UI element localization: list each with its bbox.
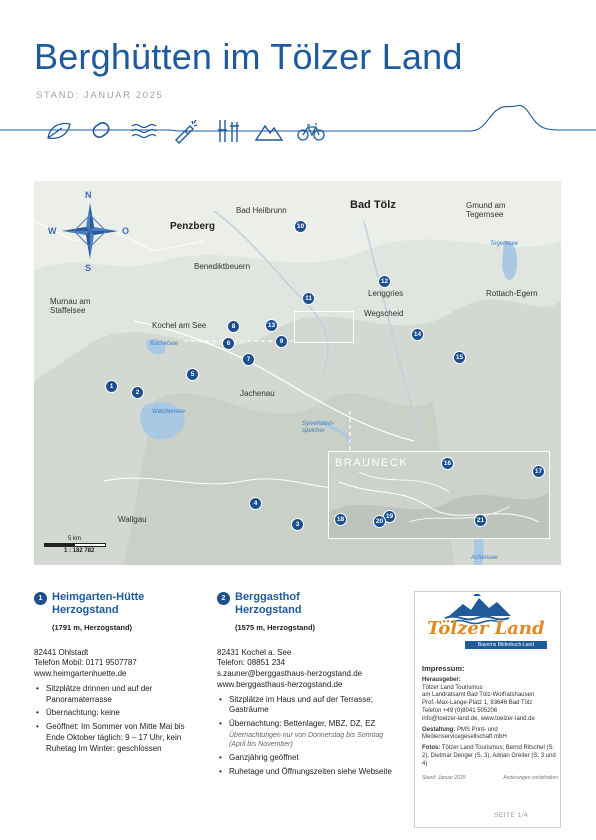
feature-item: • Sitzplätze im Haus und auf der Terrasse; Gasträume — [217, 695, 397, 717]
hut-marker-3[interactable]: 3 — [291, 518, 304, 531]
publisher-label: Herausgeber: — [422, 676, 461, 683]
hut-address: 82441 Ohlstadt — [34, 647, 89, 657]
place-murnau: Murnau am Staffelsee — [50, 297, 91, 316]
compass-east: O — [122, 226, 130, 236]
hut-marker-13[interactable]: 13 — [265, 319, 278, 332]
inset-detail-frame — [294, 311, 354, 343]
hut-altitude: (1575 m, Herzogstand) — [235, 623, 316, 633]
feature-item: • Sitzplätze drinnen und auf der Panoramaterrasse — [34, 684, 204, 706]
impressum-text — [422, 664, 558, 781]
hut-website-link[interactable]: www.heimgartenhuette.de — [34, 669, 127, 679]
water-tegernsee: Tegernsee — [490, 241, 519, 247]
overnight-note: Übernachtungen nur von Donnerstag bis Sonntag (April bis November) — [229, 732, 384, 749]
hut-marker-8[interactable]: 8 — [227, 320, 240, 333]
hut-marker-12[interactable]: 12 — [378, 275, 391, 288]
hut-marker-17[interactable]: 17 — [532, 465, 545, 478]
hut-number: 1 — [34, 592, 47, 605]
logo-wordmark: Tölzer Land — [427, 618, 545, 639]
water-kochelsee: Kochelsee — [150, 341, 179, 347]
logo-tagline: Bayerns Bilderbuch-Land — [465, 641, 547, 649]
place-benediktbeuern: Benediktbeuern — [194, 262, 251, 271]
place-bad-heilbrunn: Bad Heilbrunn — [236, 206, 287, 215]
water-achensee: Achensee — [471, 555, 498, 561]
hut-address: 82431 Kochel a. See — [217, 647, 292, 657]
inset-title: BRAUNECK — [335, 457, 409, 469]
compass-north: N — [85, 190, 92, 200]
scale-ratio: 1 : 182 782 — [64, 548, 95, 554]
hut-marker-18[interactable]: 18 — [334, 513, 347, 526]
place-gmund: Gmund am Tegernsee — [466, 201, 506, 220]
hut-marker-20[interactable]: 20 — [373, 515, 386, 528]
impressum-heading: Impressum: — [422, 664, 465, 673]
hut-marker-16[interactable]: 16 — [441, 457, 454, 470]
scale-bar — [44, 543, 106, 547]
hut-marker-21[interactable]: 21 — [474, 514, 487, 527]
overview-map[interactable] — [34, 181, 561, 565]
feature-item: • Ruhetage und Öffnungszeiten siehe Webseite — [217, 767, 397, 778]
hut-entry-1 — [34, 591, 204, 758]
place-rottach-egern: Rottach-Egern — [486, 289, 538, 298]
hut-marker-1[interactable]: 1 — [105, 380, 118, 393]
place-wallgau: Wallgau — [118, 515, 147, 524]
stand-date: STAND: JANUAR 2025 — [36, 90, 164, 101]
hut-features — [34, 684, 204, 755]
scale-label: 5 km — [68, 536, 82, 542]
hut-phone: Telefon: 08851 234 — [217, 658, 286, 668]
water-walchensee: Walchensee — [152, 409, 185, 415]
place-lenggries: Lenggries — [368, 289, 404, 298]
feature-item: • Geöffnet: Im Sommer von Mitte Mai bis Ende Oktober täglich: 9 – 17 Uhr, kein Ruhetag Im Winter: geschlossen — [34, 722, 204, 754]
hut-marker-9[interactable]: 9 — [275, 335, 288, 348]
hut-marker-6[interactable]: 6 — [222, 337, 235, 350]
hut-number: 2 — [217, 592, 230, 605]
feature-item: • Übernachtung: Bettenlager, MBZ, DZ, EZ — [217, 719, 397, 730]
hut-features-more — [217, 753, 397, 778]
map-scale — [44, 536, 106, 554]
place-bad-toelz: Bad Tölz — [350, 199, 396, 211]
hut-email-link[interactable]: s.zauner@berggasthaus-herzogstand.de — [217, 669, 363, 679]
hut-website-link[interactable]: www.berggasthaus-herzogstand.de — [217, 679, 343, 689]
flashlight-icon — [170, 118, 200, 144]
bike-icon — [296, 118, 326, 144]
hut-marker-7[interactable]: 7 — [242, 353, 255, 366]
hut-marker-4[interactable]: 4 — [249, 497, 262, 510]
hut-entry-2 — [217, 591, 397, 781]
hut-features — [217, 695, 397, 730]
place-penzberg: Penzberg — [170, 221, 216, 232]
feature-item: • Übernachtung: keine — [34, 708, 204, 719]
impressum-stand: Stand: Januar 2025 — [422, 774, 466, 781]
brauneck-inset-map[interactable] — [328, 451, 550, 539]
hut-altitude: (1791 m, Herzogstand) — [52, 623, 133, 633]
hut-name: Heimgarten-Hütte Herzogstand — [52, 591, 145, 617]
design-text: PMS Print- und Medienservicegesellschaft mbH — [422, 726, 507, 741]
place-kochel: Kochel am See — [152, 321, 207, 330]
impressum-box — [414, 591, 561, 828]
place-jachenau: Jachenau — [240, 389, 275, 398]
leaf-icon — [44, 118, 74, 144]
activity-icons — [44, 118, 326, 144]
publisher-text: Tölzer Land Tourismus am Landratsamt Bad Tölz-Wolfratshausen Prof.-Max-Lange-Platz 1, 83646 Bad Tölz Telefon +49 (0)8041 505206 info@toelzer-land.de, www.toelzer-land.de — [422, 684, 535, 722]
compass-west: W — [48, 226, 57, 236]
hut-marker-11[interactable]: 11 — [302, 292, 315, 305]
hut-marker-14[interactable]: 14 — [411, 328, 424, 341]
ski-icon — [212, 118, 242, 144]
feature-item: • Ganzjährig geöffnet — [217, 753, 397, 764]
compass-south: S — [85, 263, 92, 273]
photos-label: Fotos: — [422, 745, 441, 752]
hut-phone: Telefon Mobil: 0171 9507787 — [34, 658, 137, 668]
hut-marker-5[interactable]: 5 — [186, 368, 199, 381]
water-sylvenstein: Sylvenstein- speicher — [302, 421, 335, 435]
design-label: Gestaltung: — [422, 726, 456, 733]
water-icon — [128, 118, 158, 144]
impressum-disclaimer: Änderungen vorbehalten — [503, 774, 558, 781]
hut-marker-15[interactable]: 15 — [453, 351, 466, 364]
carabiner-icon — [86, 118, 116, 144]
hut-name: Berggasthof Herzogstand — [235, 591, 302, 617]
hut-marker-19[interactable]: 19 — [383, 510, 396, 523]
compass-rose-icon — [60, 201, 120, 261]
page-number: SEITE 1/4 — [494, 812, 529, 819]
hut-marker-2[interactable]: 2 — [131, 386, 144, 399]
page-title: Berghütten im Tölzer Land — [34, 36, 463, 77]
place-wegscheid: Wegscheid — [364, 309, 404, 318]
mountain-icon — [254, 118, 284, 144]
hut-marker-10[interactable]: 10 — [294, 220, 307, 233]
photos-text: Tölzer Land Tourismus; Bernd Ritschel (S. 2), Dietmar Denger (S. 3), Adrian Greiter (S. 3 und 4) — [422, 745, 556, 767]
